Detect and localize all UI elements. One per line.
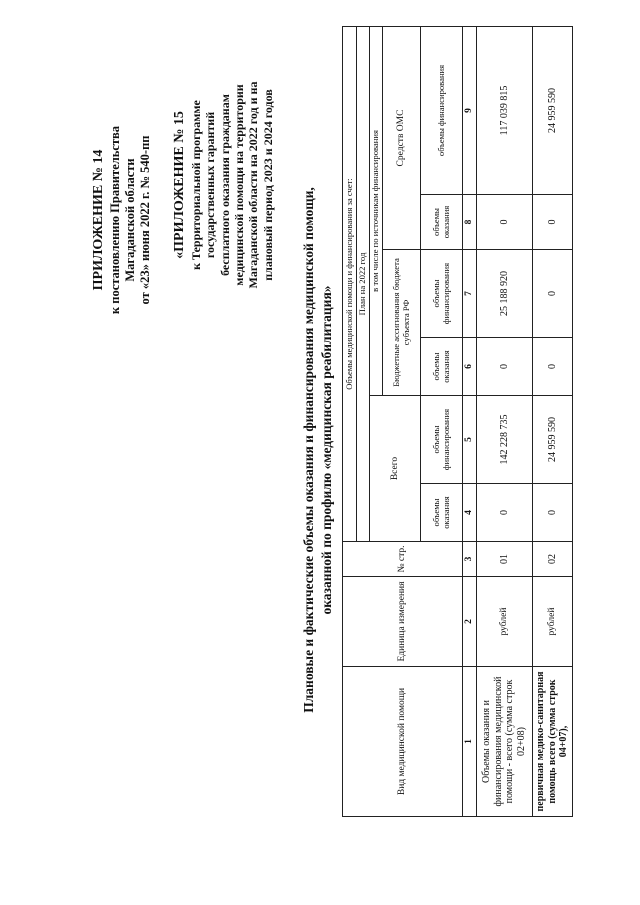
program-line-6: плановый период 2023 и 2024 годов (260, 89, 275, 281)
budget-fin-header: объемы финансирования (421, 250, 463, 338)
col-number: 7 (463, 250, 477, 338)
date-number-line: от «23» июня 2022 г. № 540-пп (137, 135, 152, 305)
row-line: 01 (476, 542, 532, 577)
cell-oms-vol: 0 (476, 195, 532, 250)
cell-total-vol: 0 (532, 484, 572, 542)
col-number: 3 (463, 542, 477, 577)
program-line-3: бесплатного оказания гражданам (217, 94, 232, 276)
appendix-14-header (91, 60, 153, 380)
program-line-4: медицинской помощи на территории (231, 84, 246, 286)
document-title (300, 55, 335, 845)
cell-total-fin: 142 228 735 (476, 396, 532, 484)
budget-vol-header: объемы оказания (421, 338, 463, 396)
row-unit: рублей (532, 577, 572, 667)
col-number: 5 (463, 396, 477, 484)
cell-oms-fin: 117 039 815 (476, 26, 532, 194)
title-line-2: оказанной по профилю «медицинская реабилитация» (318, 285, 334, 615)
program-line-1: к Территориальной программе (188, 100, 203, 270)
program-line-2: государственных гарантий (203, 111, 218, 259)
col-number: 4 (463, 484, 477, 542)
volumes-table (342, 26, 573, 817)
program-line-5: Магаданской области на 2022 год и на (246, 81, 261, 289)
col-number: 9 (463, 26, 477, 194)
cell-budget-fin: 0 (532, 250, 572, 338)
total-fin-header: объемы финансирования (421, 396, 463, 484)
cell-total-vol: 0 (476, 484, 532, 542)
row-title: Объемы оказания и финансирования медицинской помощи - всего (сумма строк 02+08) (476, 667, 532, 817)
sources-header: в том числе по источникам финансирования (370, 26, 383, 395)
row-title: первичная медико-санитарная помощь всего (сумма строк 04+07), (532, 667, 572, 817)
title-line-1: Плановые и фактические объемы оказания и финансирования медицинской помощи, (301, 187, 316, 713)
total-vol-header: объемы оказания (421, 484, 463, 542)
oms-fin-header: объемы финансирования (421, 26, 463, 194)
to-resolution-line: к постановлению Правительства (107, 125, 122, 315)
cell-budget-fin: 25 188 920 (476, 250, 532, 338)
volumes-header: Объемы медицинской помощи и финансирования за счет: (343, 26, 357, 541)
region-line: Магаданской области (122, 158, 137, 282)
col-header-type: Вид медицинской помощи (343, 667, 463, 817)
budget-header: Бюджетные ассигнования бюджета субъекта РФ (383, 250, 421, 396)
appendix-15-header (172, 20, 275, 350)
row-line: 02 (532, 542, 572, 577)
plan-header: План на 2022 год (357, 26, 370, 541)
appendix-14-label: ПРИЛОЖЕНИЕ № 14 (91, 149, 106, 291)
cell-budget-vol: 0 (476, 338, 532, 396)
col-header-unit: Единица измерения (343, 577, 463, 667)
appendix-15-label: «ПРИЛОЖЕНИЕ № 15 (172, 111, 187, 259)
total-header: Всего (370, 396, 421, 542)
col-header-line: № стр. (343, 542, 463, 577)
oms-header: Средств ОМС (383, 26, 421, 249)
table-row (476, 26, 532, 816)
cell-budget-vol: 0 (532, 338, 572, 396)
cell-oms-fin: 24 959 590 (532, 26, 572, 194)
col-number: 2 (463, 577, 477, 667)
row-unit: рублей (476, 577, 532, 667)
col-number: 6 (463, 338, 477, 396)
col-number: 8 (463, 195, 477, 250)
table-row (532, 26, 572, 816)
cell-total-fin: 24 959 590 (532, 396, 572, 484)
oms-vol-header: объемы оказания (421, 195, 463, 250)
cell-oms-vol: 0 (532, 195, 572, 250)
col-number: 1 (463, 667, 477, 817)
